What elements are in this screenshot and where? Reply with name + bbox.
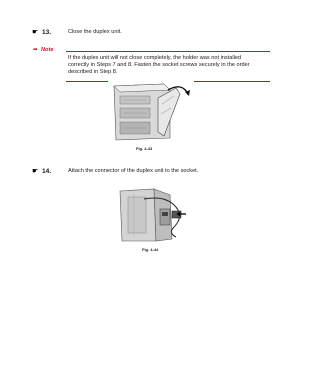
note-line: If the duplex unit will not close completely, the holder was not installed — [68, 55, 242, 61]
pointing-hand-icon: ☛ — [32, 29, 39, 36]
printer-duplex-drawing — [108, 80, 194, 142]
step-text: Close the duplex unit. — [68, 29, 122, 35]
note-label: Note — [41, 47, 54, 53]
figure-caption: Fig. 4-43 — [136, 146, 153, 151]
pointing-hand-icon: ☛ — [32, 168, 39, 175]
step-text: Attach the connector of the duplex unit to the socket. — [68, 168, 199, 174]
connector-attach-illustration — [114, 187, 192, 243]
step-number: 13. — [42, 29, 52, 36]
note-line: correctly in Steps 7 and 8. Fasten the socket screws securely in the order — [68, 62, 250, 69]
note-text — [68, 55, 272, 77]
note-line: described in Step 8. — [68, 69, 118, 76]
figure-caption: Fig. 4-44 — [142, 247, 159, 252]
note-arrow-icon: ➡ — [33, 47, 38, 53]
step-number: 14. — [42, 168, 52, 175]
duplex-unit-closing-illustration — [108, 80, 194, 142]
note-top-rule — [66, 51, 270, 52]
connector-socket-drawing — [114, 187, 192, 243]
